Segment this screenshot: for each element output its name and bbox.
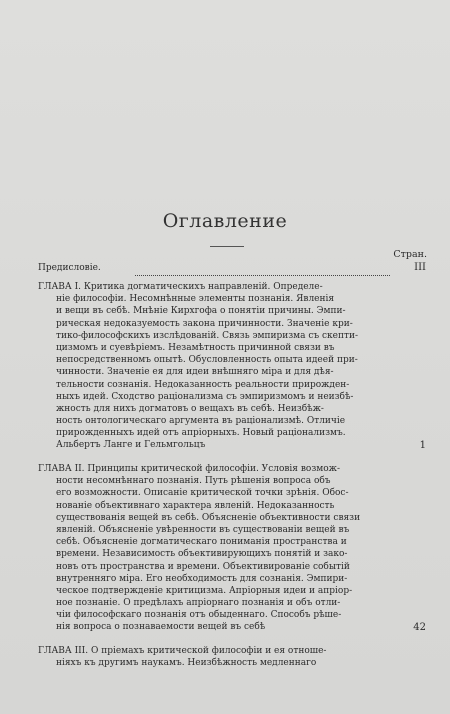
chapter-heading-line: ГЛАВА I. Критика догматическихъ направленій. Определе- [38, 282, 323, 292]
chapter-text-line: явленій. Объясненіе увѣренности въ существованіи вещей въ [56, 524, 350, 535]
chapter-text-line: времени. Независимость объективирующихъ понятій и зако- [56, 549, 348, 560]
chapter-text-line: ныхъ идей. Сходство раціонализма съ эмпиризмомъ и неизбѣ- [56, 391, 354, 402]
chapter-text-line: внутренняго міра. Его необходимость для сознанія. Эмпири- [56, 573, 348, 584]
chapter-text-line: ность онтологическаго аргумента въ раціонализмѣ. Отличіе [56, 416, 346, 427]
chapter-entry [38, 645, 384, 669]
chapter-text-line: нія вопроса о познаваемости вещей въ себѣ [56, 622, 266, 633]
chapter-text-line: непосредственномъ опытѣ. Обусловленность опыта идеей при- [56, 355, 358, 366]
chapter-text-line: себѣ. Объясненіе догматическаго пониманія пространства и [56, 537, 347, 548]
chapter-text-line: тико-философскихъ изслѣдованій. Связь эмпиризма съ скепти- [56, 330, 359, 341]
chapter-text-line: тельности сознанія. Недоказанность реальности прирожден- [56, 379, 350, 390]
page-column-header: Стран. [393, 249, 427, 260]
chapter-heading-line: ГЛАВА II. Принципы критической философіи. Условія возмож- [38, 464, 340, 474]
chapter-text-line: ніе философіи. Несомнѣнные элементы познанія. Явленія [56, 294, 335, 305]
chapter-text-line: рическая недоказуемость закона причинности. Значеніе кри- [56, 318, 353, 329]
chapter-heading-line: ГЛАВА III. О пріемахъ критической философіи и ея отноше- [38, 646, 327, 656]
chapter-entry [38, 463, 384, 634]
title-divider [210, 246, 244, 247]
chapter-text-line: Альбертъ Ланге и Гельмгольцъ [56, 440, 206, 451]
chapter-entry [38, 281, 384, 452]
chapter-page-number: 42 [413, 621, 426, 633]
chapter-text-line: его возможности. Описаніе критической точки зрѣнія. Обос- [56, 488, 349, 499]
chapter-text-line: и вещи въ себѣ. Мнѣніе Кирхгофа о понятіи причины. Эмпи- [56, 306, 346, 317]
chapter-page-number: 1 [419, 439, 426, 451]
chapter-text-line: прирожденныхъ идей отъ апріорныхъ. Новый раціонализмъ. [56, 428, 346, 439]
chapter-text-line: ности несомнѣннаго познанія. Путь рѣшенія вопроса объ [56, 476, 331, 487]
chapter-text-line: жность для нихъ догматовъ о вещахъ въ себѣ. Неизбѣж- [56, 403, 324, 414]
preface-label: Предисловіе. [38, 263, 101, 273]
leader-dots [135, 268, 390, 276]
chapter-text-line: ческое подтвержденіе критицизма. Апріорныя идеи и апріор- [56, 585, 353, 596]
chapter-text-line: ніяхъ къ другимъ наукамъ. Неизбѣжность медленнаго [56, 658, 317, 669]
chapter-text-line: новъ отъ пространства и времени. Объективированіе событій [56, 561, 350, 572]
chapter-text-line: чіи философскаго познанія отъ обыденнаго. Способъ рѣше- [56, 610, 342, 621]
page-title: Оглавление [162, 210, 288, 232]
chapter-text-line: нованіе объективнаго характера явленій. Недоказанность [56, 500, 335, 511]
chapter-text-line: ное познаніе. О предѣлахъ апріорнаго познанія и объ отли- [56, 598, 341, 609]
preface-page-number: III [414, 262, 426, 273]
chapter-text-line: существованія вещей въ себѣ. Объясненіе объективности связи [56, 512, 361, 523]
chapter-text-line: цизмомъ и суевѣріемъ. Незамѣтность причинной связи въ [56, 342, 335, 353]
chapter-text-line: чинности. Значеніе ея для идеи внѣшняго міра и для дѣя- [56, 367, 334, 378]
